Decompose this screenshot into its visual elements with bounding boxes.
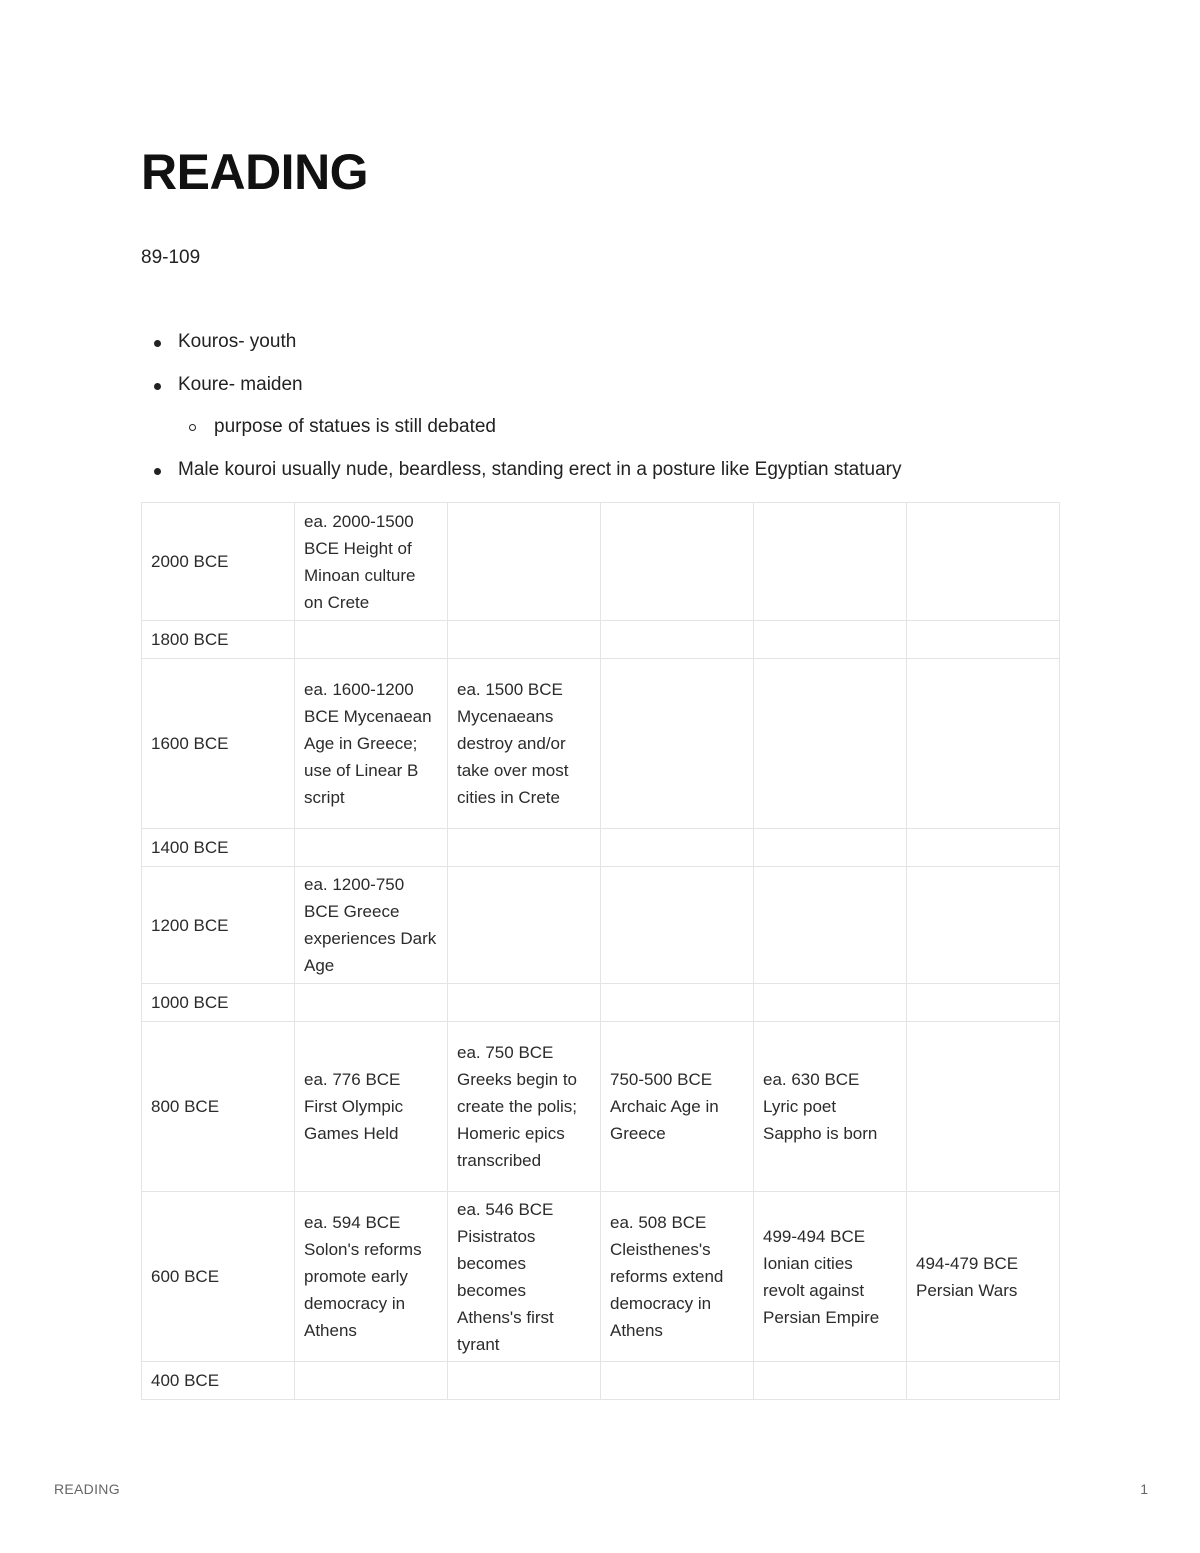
event-cell: ea. 546 BCE Pisistratos becomes becomes Athens's first tyrant — [448, 1192, 601, 1362]
table-row — [142, 1362, 1060, 1400]
date-cell: 1000 BCE — [142, 984, 295, 1022]
date-cell: 800 BCE — [142, 1022, 295, 1192]
bullet-text: Kouros- youth — [178, 331, 297, 352]
date-cell: 1800 BCE — [142, 621, 295, 659]
event-cell: ea. 750 BCE Greeks begin to create the polis; Homeric epics transcribed — [448, 1022, 601, 1192]
event-cell: 499-494 BCE Ionian cities revolt against Persian Empire — [754, 1192, 907, 1362]
bullet-text: purpose of statues is still debated — [214, 416, 497, 437]
event-cell — [754, 867, 907, 984]
event-cell — [754, 621, 907, 659]
event-cell: ea. 594 BCE Solon's reforms promote early democracy in Athens — [295, 1192, 448, 1362]
bullet-text: Male kouroi usually nude, beardless, standing erect in a posture like Egyptian statuary — [178, 458, 902, 480]
bullet-dot-icon — [154, 383, 161, 390]
event-cell — [907, 867, 1060, 984]
hollow-bullet-icon — [189, 424, 196, 431]
event-cell — [601, 829, 754, 867]
table-row — [142, 503, 1060, 621]
event-cell — [907, 1362, 1060, 1400]
event-cell — [448, 1362, 601, 1400]
footer-page-number: 1 — [1140, 1481, 1148, 1497]
event-cell — [907, 1022, 1060, 1192]
table-row — [142, 984, 1060, 1022]
event-cell — [448, 621, 601, 659]
event-cell — [907, 984, 1060, 1022]
event-cell — [448, 867, 601, 984]
event-cell — [754, 829, 907, 867]
event-cell — [601, 984, 754, 1022]
timeline-table — [141, 502, 1060, 1400]
table-row — [142, 1192, 1060, 1362]
event-cell: 750-500 BCE Archaic Age in Greece — [601, 1022, 754, 1192]
bullet-item — [141, 329, 901, 372]
bullet-text: Koure- maiden — [178, 373, 303, 395]
page-title: READING — [141, 144, 369, 200]
event-cell — [754, 1362, 907, 1400]
event-cell — [907, 829, 1060, 867]
event-cell — [907, 621, 1060, 659]
event-cell — [907, 659, 1060, 829]
table-row — [142, 659, 1060, 829]
event-cell — [907, 503, 1060, 621]
bullet-dot-icon — [154, 340, 161, 347]
date-cell: 400 BCE — [142, 1362, 295, 1400]
event-cell: ea. 1500 BCE Mycenaeans destroy and/or take over most cities in Crete — [448, 659, 601, 829]
event-cell: ea. 508 BCE Cleisthenes's reforms extend democracy in Athens — [601, 1192, 754, 1362]
table-row — [142, 621, 1060, 659]
event-cell — [754, 659, 907, 829]
footer-doc-name: READING — [54, 1481, 120, 1497]
event-cell — [448, 984, 601, 1022]
table-row — [142, 1022, 1060, 1192]
bullet-item — [141, 457, 901, 500]
event-cell — [448, 829, 601, 867]
event-cell — [448, 503, 601, 621]
event-cell — [295, 1362, 448, 1400]
bullet-dot-icon — [154, 468, 161, 475]
event-cell: ea. 1200-750 BCE Greece experiences Dark Age — [295, 867, 448, 984]
sub-bullet-item — [141, 414, 901, 457]
event-cell: ea. 1600-1200 BCE Mycenaean Age in Greece; use of Linear B script — [295, 659, 448, 829]
event-cell — [754, 984, 907, 1022]
event-cell — [601, 659, 754, 829]
date-cell: 1200 BCE — [142, 867, 295, 984]
event-cell — [601, 621, 754, 659]
date-cell: 1400 BCE — [142, 829, 295, 867]
event-cell: ea. 2000-1500 BCE Height of Minoan culture on Crete — [295, 503, 448, 621]
event-cell — [295, 621, 448, 659]
event-cell: ea. 776 BCE First Olympic Games Held — [295, 1022, 448, 1192]
table-row — [142, 829, 1060, 867]
event-cell: 494-479 BCE Persian Wars — [907, 1192, 1060, 1362]
page-range: 89-109 — [141, 247, 201, 268]
date-cell: 600 BCE — [142, 1192, 295, 1362]
event-cell — [295, 829, 448, 867]
bullet-list — [141, 329, 901, 499]
event-cell — [754, 503, 907, 621]
bullet-item — [141, 372, 901, 415]
date-cell: 2000 BCE — [142, 503, 295, 621]
table-row — [142, 867, 1060, 984]
event-cell — [601, 503, 754, 621]
event-cell: ea. 630 BCE Lyric poet Sappho is born — [754, 1022, 907, 1192]
event-cell — [601, 867, 754, 984]
event-cell — [295, 984, 448, 1022]
event-cell — [601, 1362, 754, 1400]
date-cell: 1600 BCE — [142, 659, 295, 829]
